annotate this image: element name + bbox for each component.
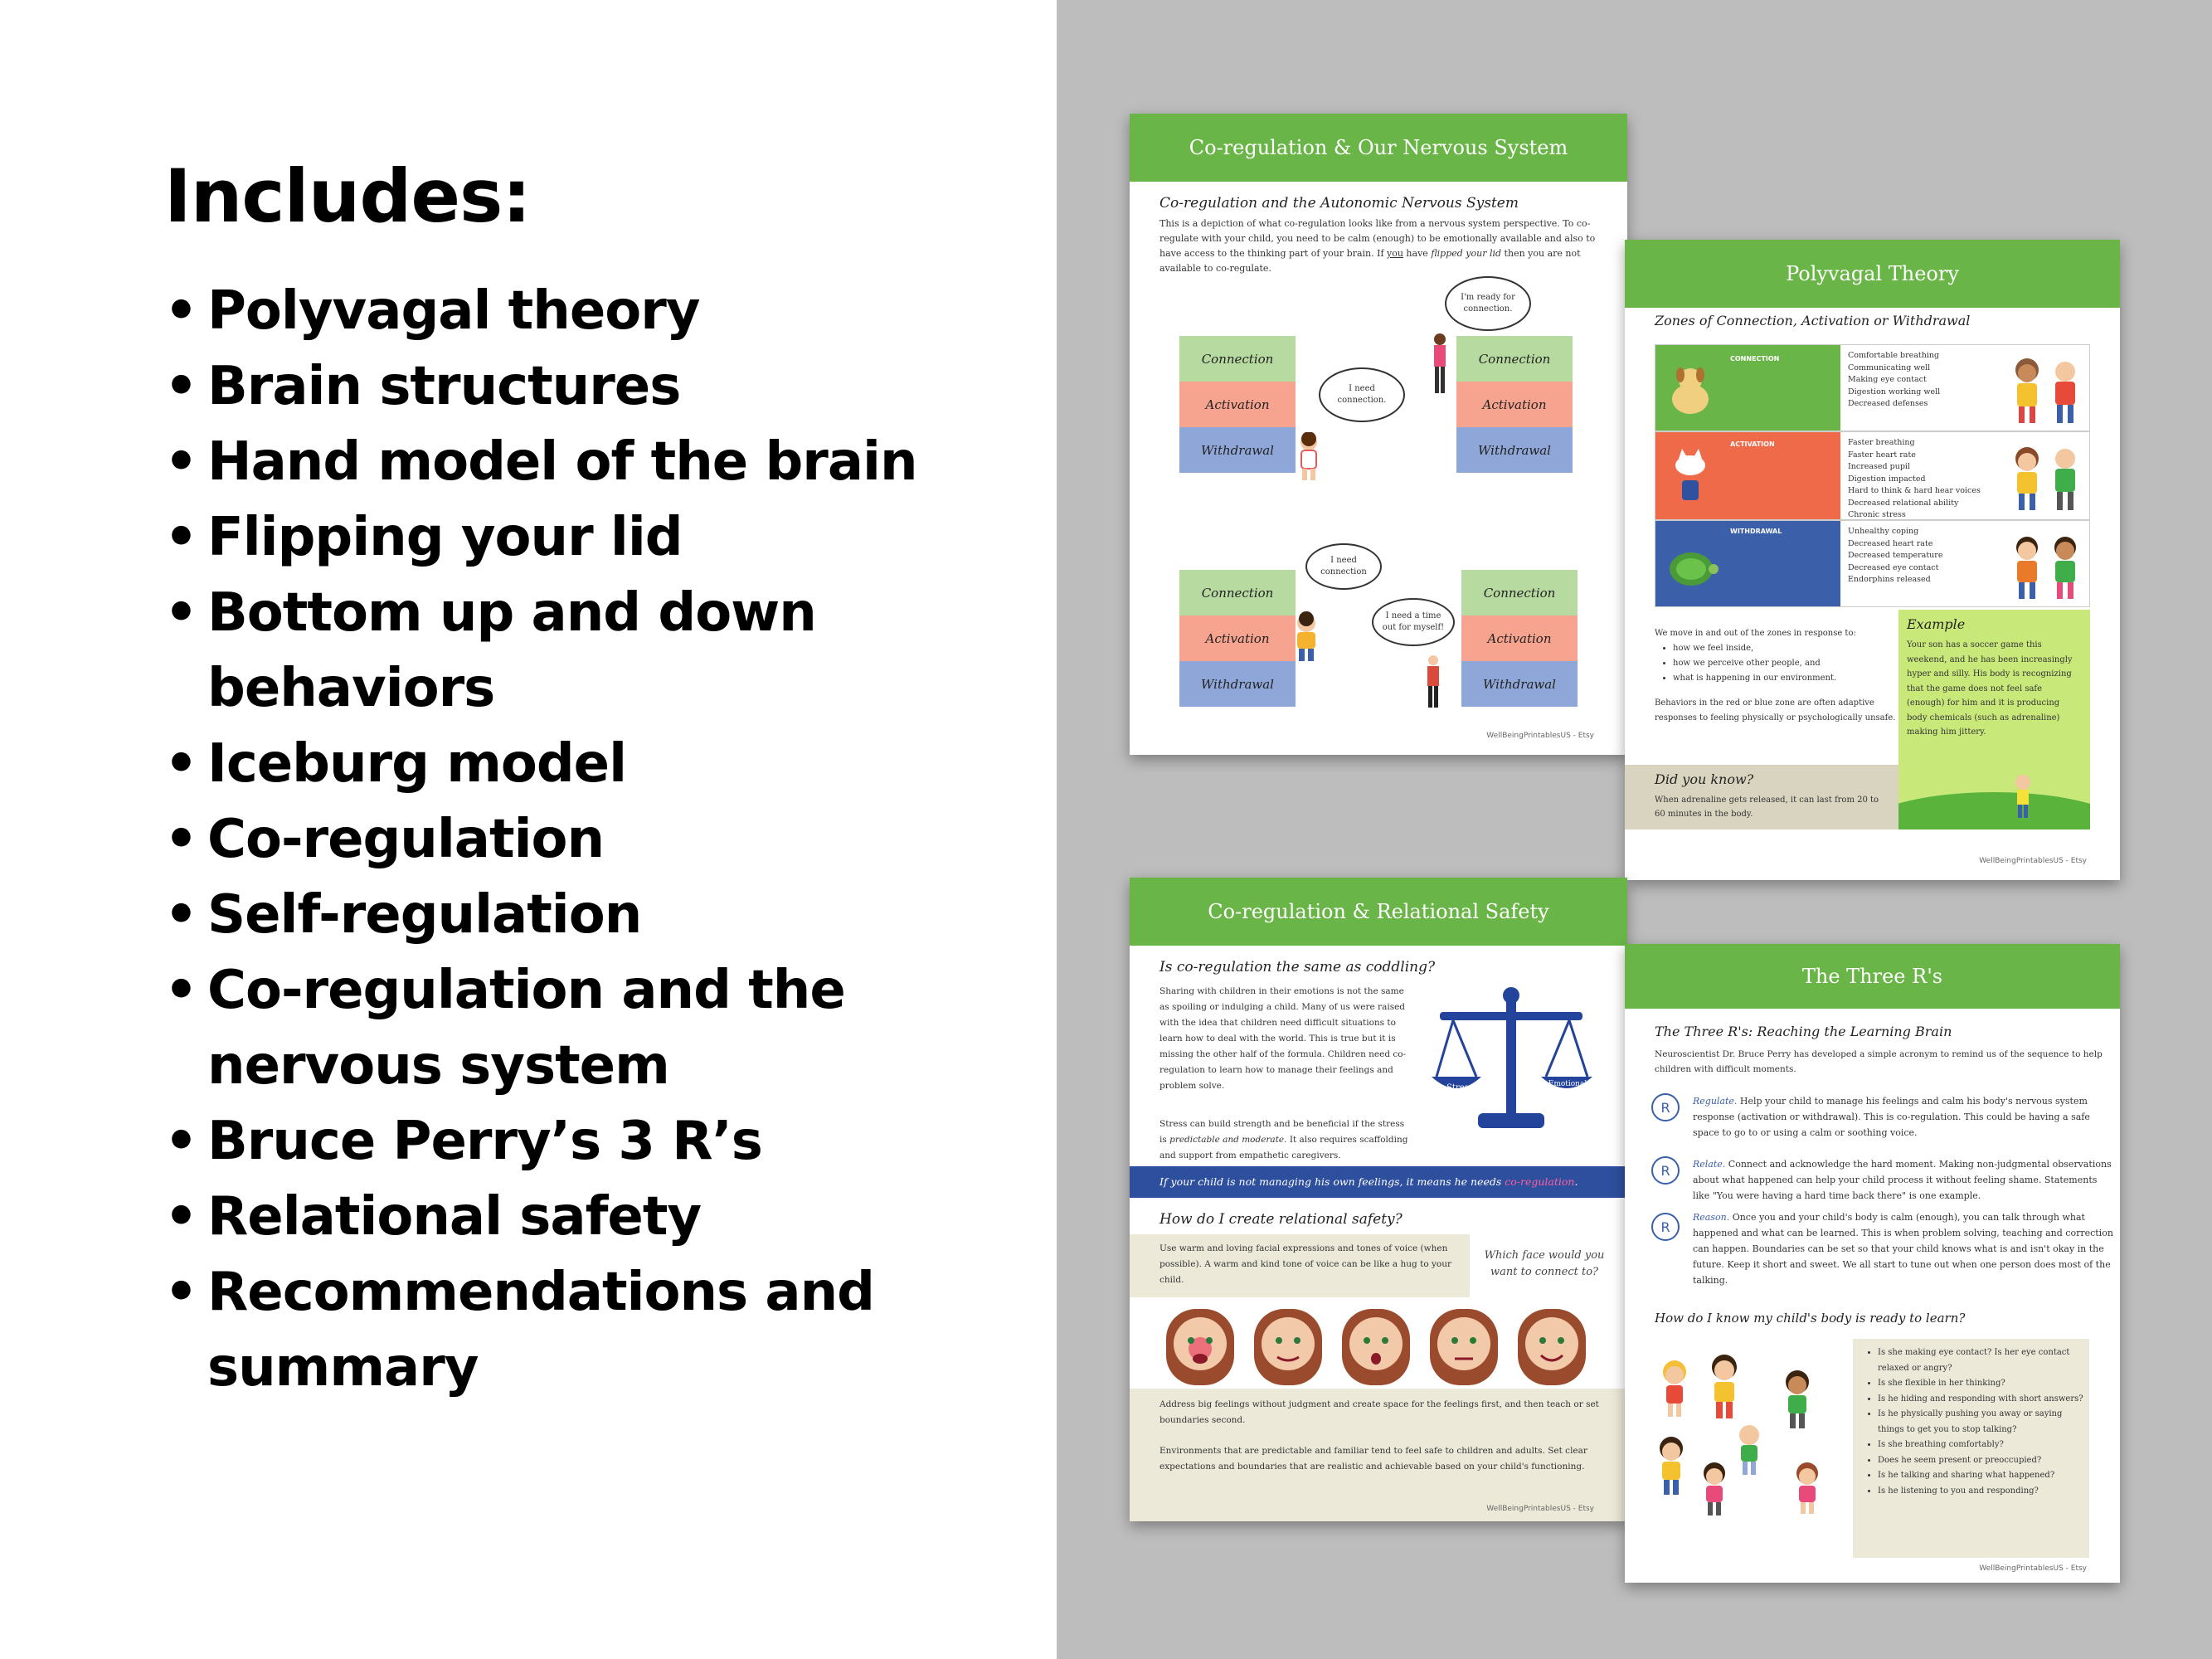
includes-item-line: nervous system [207,1035,669,1097]
trait-item: Increased pupil [1848,462,1910,471]
checklist-item: • Does he seem present or preoccupied? [1878,1453,2083,1469]
paragraph-part: Stress can build strength and be beneficial if the stress is [1159,1119,1405,1145]
section-question: How do I create relational safety? [1159,1211,1403,1228]
trait-item: Decreased heart rate [1848,538,1933,548]
children-group-illustration [1650,1349,1857,1523]
r-lead: Regulate. [1693,1096,1738,1107]
page-footer: WellBeingPrintablesUS - Etsy [1979,857,2087,865]
paragraph-emphasis: predictable and moderate [1169,1135,1285,1145]
includes-item: • Iceburg model [164,727,994,802]
zone-label-withdrawal [1655,521,1840,606]
trait-item: Decreased relational ability [1848,498,1959,508]
example-text: Your son has a soccer game this weekend, and he has been increasingly hyper and silly. His body is recognizing that the game does not feel safe (enough) for him and it is producing body chemicals (such as adrenaline) making him jittery. [1907,640,2073,737]
checklist-item: • Is she flexible in her thinking? [1878,1376,2083,1392]
zone-row-withdrawal [1655,520,2090,607]
zones-list-item: • what is happening in our environment. [1673,671,1903,686]
r-reason [1693,1209,2116,1288]
trait-item: Decreased eye contact [1848,562,1939,572]
thought-bubble: I'm ready for connection. [1445,276,1531,331]
includes-item: • Self-regulation [164,878,994,953]
trait-item: Making eye contact [1848,375,1927,384]
includes-item: • Bruce Perry’s 3 R’s [164,1104,994,1180]
page-header: Co-regulation & Our Nervous System [1130,114,1627,182]
trait-item: Faster heart rate [1848,450,1916,460]
coregulation-banner [1130,1166,1627,1198]
checklist-item: • Is he listening to you and responding? [1878,1484,2083,1500]
includes-item: • Polyvagal theory [164,274,994,349]
trait-item: Faster breathing [1848,438,1915,447]
thought-bubble: I need a time out for myself! [1372,598,1455,646]
zone-row-activation [1655,431,2090,520]
zone-title: WITHDRAWAL [1730,528,1782,535]
section-question: How do I know my child's body is ready to learn? [1655,1311,1966,1326]
sad-kids-illustration [2004,528,2087,602]
includes-title: Includes: [164,153,531,239]
page-header: The Three R's [1625,944,2120,1009]
page-three-rs [1625,944,2120,1583]
child-illustration [1289,611,1324,663]
includes-item: • Hand model of the brain [164,425,994,500]
tone-text: Use warm and loving facial expressions and tones of voice (when possible). A warm and kind tone of voice can be like a hug to your child. [1159,1243,1452,1285]
page-header: Co-regulation & Relational Safety [1130,878,1627,946]
zones-list-item: • how we feel inside, [1673,641,1903,656]
scale-label-stress: Stress [1446,1083,1473,1092]
intro-text-flipped: flipped your lid [1431,248,1502,259]
paragraph: Sharing with children in their emotions is not the same as spoiling or indulging a child. Many of us were raised with the idea that children need difficult situations to learn how to deal with the world. This is true but it is missing the other half of the formula. Children need co-regulation to learn how to manage their feelings and problem solve. [1159,986,1407,1091]
includes-item-line: Co-regulation and the [207,960,845,1021]
zone-activation: Activation [1179,615,1296,661]
zone-title: ACTIVATION [1730,440,1775,448]
tone-box [1130,1234,1470,1297]
zone-stack [1179,336,1296,473]
section-question: Is co-regulation the same as coddling? [1159,959,1436,975]
page-coregulation-relational-safety [1130,878,1627,1521]
turtle-icon [1664,544,1719,591]
includes-item-line: Recommendations and [207,1262,874,1323]
trait-item: Endorphins released [1848,575,1931,584]
paragraph-part: . It also requires scaffolding and support from empathetic caregivers. [1159,1135,1408,1160]
zone-stack [1461,570,1578,707]
zone-activation: Activation [1461,615,1578,661]
intro-text-part: have [1403,248,1432,259]
page-polyvagal-theory [1625,240,2120,880]
dog-icon [1665,362,1715,420]
page-footer: WellBeingPrintablesUS - Etsy [1979,1564,2087,1573]
checklist-item: • Is she breathing comfortably? [1878,1438,2083,1453]
adult-illustration [1430,333,1450,396]
r-text: Connect and acknowledge the hard moment. Making non-judgmental observations about what happened can help your child process it without feeling shame. Statements like "You were having a hard time back there" is one example. [1693,1159,2112,1201]
trait-item: Chronic stress [1848,510,1906,519]
zone-connection: Connection [1461,570,1578,615]
page-subtitle: The Three R's: Reaching the Learning Brain [1655,1024,1952,1039]
includes-item [164,576,994,727]
trait-item: Hard to think & hard hear voices [1848,486,1981,495]
adult-illustration [1423,654,1443,709]
happy-kids-illustration [2004,352,2087,426]
includes-item [164,953,994,1104]
example-title: Example [1907,616,1966,632]
trait-item: Comfortable breathing [1848,351,1940,360]
trait-item: Digestion impacted [1848,474,1926,484]
intro-text-part: then you are not available to co-regulate. [1159,248,1581,274]
r-badge: R [1651,1213,1680,1241]
did-you-know-box [1625,765,1898,830]
summary-text: Address big feelings without judgment and create space for the feelings first, and then teach or set boundaries second. [1159,1399,1599,1425]
intro-text-you: you [1387,248,1403,259]
zones-note: Behaviors in the red or blue zone are often adaptive responses to feeling physically or psychologically unsafe. [1655,698,1896,722]
zones-intro: We move in and out of the zones in response to: [1655,629,1856,638]
intro-text [1159,216,1599,276]
example-box [1898,610,2090,830]
includes-item-line: summary [207,1337,479,1399]
intro-text-part: This is a depiction of what co-regulation looks like from a nervous system perspective. To co-regulate with your child, you need to be calm (enough) to be emotionally available and also to have access to the thinking part of your brain. If [1159,218,1596,259]
banner-text: If your child is not managing his own feelings, it means he needs [1159,1175,1505,1188]
zones-explanation [1655,626,1903,726]
checklist-item: • Is she making eye contact? Is her eye contact relaxed or angry? [1878,1345,2083,1376]
did-you-know-text: When adrenaline gets released, it can last from 20 to 60 minutes in the body. [1655,795,1879,819]
page-subtitle: Co-regulation and the Autonomic Nervous System [1159,195,1519,212]
intro-text: Neuroscientist Dr. Bruce Perry has developed a simple acronym to remind us of the sequence to help children with difficult moments. [1655,1049,2103,1074]
trait-item: Decreased defenses [1848,399,1928,408]
includes-item-line: Bottom up and down [207,582,816,644]
zone-connection: Connection [1456,336,1573,382]
page-coregulation-nervous-system [1130,114,1627,755]
zone-withdrawal: Withdrawal [1179,427,1296,473]
r-lead: Relate. [1693,1159,1726,1170]
upset-kids-illustration [2004,439,2087,513]
scale-label-support: Emotional Support [1548,1080,1587,1097]
checklist-item: • Is he hiding and responding with short answers? [1878,1392,2083,1408]
zone-connection: Connection [1179,336,1296,382]
child-illustration [1292,432,1325,482]
did-you-know-title: Did you know? [1655,771,1754,787]
checklist-item: • Is he physically pushing you away or saying things to get you to stop talking? [1878,1407,2083,1438]
zone-connection: Connection [1179,570,1296,615]
includes-item: • Relational safety [164,1180,994,1255]
includes-panel [0,0,1057,1659]
page-header: Polyvagal Theory [1625,240,2120,308]
summary-box [1130,1389,1627,1521]
trait-item: Communicating well [1848,362,1931,372]
includes-item [164,1255,994,1406]
r-relate [1693,1156,2116,1204]
zone-activation: Activation [1179,382,1296,427]
r-text: Help your child to manage his feelings and calm his body's nervous system response (activation or withdrawal). This is co-regulation. This could be having a safe space to go to or using a calm or soothing voice. [1693,1096,2090,1138]
zone-traits [1848,350,1940,411]
zones-list-item: • how we perceive other people, and [1673,656,1903,671]
r-text: Once you and your child's body is calm (enough), you can talk through what happened and what can be learned. This is when problem solving, teaching and correction can happen. Boundaries can be set so that your child knows what is and isn't okay in the future. Keep it short and sweet. We all start to tune out when one person does most of the talking. [1693,1212,2113,1286]
page-footer: WellBeingPrintablesUS - Etsy [1486,732,1594,740]
r-badge: R [1651,1093,1680,1121]
zone-activation: Activation [1456,382,1573,427]
page-footer: WellBeingPrintablesUS - Etsy [1486,1505,1594,1513]
paragraph [1159,1117,1408,1164]
page-subtitle: Zones of Connection, Activation or Withdrawal [1655,313,1971,328]
r-regulate [1693,1093,2116,1141]
zone-withdrawal: Withdrawal [1456,427,1573,473]
trait-item: Decreased temperature [1848,551,1943,560]
trait-item: Digestion working well [1848,387,1941,397]
banner-text: . [1574,1175,1578,1188]
balance-scale-icon [1428,984,1594,1135]
zone-withdrawal: Withdrawal [1461,661,1578,707]
checklist-item: • Is he talking and sharing what happened? [1878,1468,2083,1484]
zone-withdrawal: Withdrawal [1179,661,1296,707]
banner-highlight: co-regulation [1505,1175,1575,1188]
thought-bubble: I need connection. [1319,367,1405,422]
zone-stack [1456,336,1573,473]
zones-list [1655,641,1903,686]
r-lead: Reason. [1693,1212,1730,1223]
readiness-checklist-box [1853,1339,2089,1558]
cat-icon [1667,447,1714,505]
includes-item: • Brain structures [164,349,994,425]
includes-item: • Flipping your lid [164,500,994,576]
zone-traits [1848,437,1981,522]
grass-field-illustration [1898,767,2090,830]
faces-row-illustration [1163,1304,1594,1387]
trait-item: Unhealthy coping [1848,527,1919,536]
which-face-question: Which face would you want to connect to? [1484,1249,1605,1278]
r-badge: R [1651,1156,1680,1185]
includes-item: • Co-regulation [164,802,994,878]
zone-traits [1848,526,1942,586]
summary-text: Environments that are predictable and familiar tend to feel safe to children and adults. Set clear expectations and boundaries that are realistic and achievable based on your child's functioning. [1159,1446,1587,1472]
thought-bubble: I need connection [1305,543,1382,590]
zone-label-activation [1655,432,1840,519]
includes-list [164,274,994,1406]
zone-label-connection [1655,345,1840,431]
readiness-checklist [1860,1345,2083,1499]
zone-title: CONNECTION [1730,355,1780,362]
zone-stack [1179,570,1296,707]
zone-row-connection [1655,344,2090,431]
includes-item-line: behaviors [207,658,495,719]
